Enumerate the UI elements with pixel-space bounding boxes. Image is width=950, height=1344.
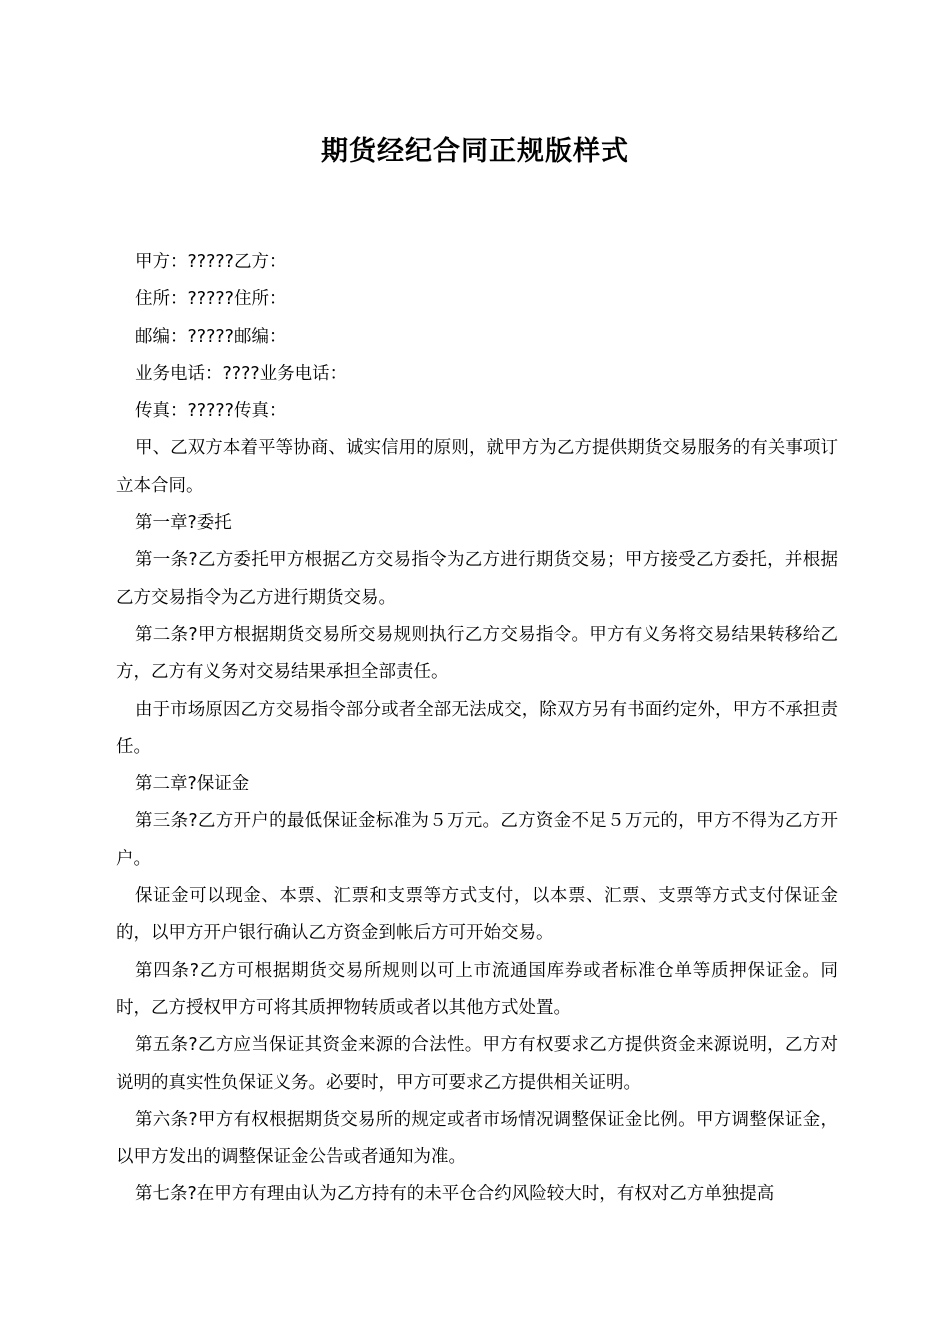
article-paragraph: 第一条?乙方委托甲方根据乙方交易指令为乙方进行期货交易；甲方接受乙方委托，并根据乙方交易指令为乙方进行期货交易。 [116, 550, 838, 608]
article-paragraph: 第七条?在甲方有理由认为乙方持有的未平仓合约风险较大时，有权对乙方单独提高 [135, 1184, 775, 1205]
document-title: 期货经纪合同正规版样式 [321, 136, 629, 167]
party-a-b-line: 甲方：?????乙方： [135, 252, 287, 272]
chapter-heading: 第二章?保证金 [135, 774, 250, 795]
clause-paragraph: 保证金可以现金、本票、汇票和支票等方式支付，以本票、汇票、支票等方式支付保证金的，以甲方开户银行确认乙方资金到帐后方可开始交易。 [116, 886, 838, 944]
postcode-line: 邮编：?????邮编： [135, 326, 287, 347]
article-paragraph: 第四条?乙方可根据期货交易所规则以可上市流通国库券或者标准仓单等质押保证金。同时，乙方授权甲方可将其质押物转质或者以其他方式处置。 [116, 960, 838, 1018]
article-paragraph: 第五条?乙方应当保证其资金来源的合法性。甲方有权要求乙方提供资金来源说明，乙方对说明的真实性负保证义务。必要时，甲方可要求乙方提供相关证明。 [116, 1035, 838, 1093]
article-paragraph: 第三条?乙方开户的最低保证金标准为５万元。乙方资金不足５万元的，甲方不得为乙方开户。 [116, 811, 838, 869]
document-body [116, 244, 838, 1214]
fax-line: 传真：?????传真： [135, 401, 287, 422]
clause-paragraph: 由于市场原因乙方交易指令部分或者全部无法成交，除双方另有书面约定外，甲方不承担责任。 [116, 699, 838, 757]
article-paragraph: 第二条?甲方根据期货交易所交易规则执行乙方交易指令。甲方有义务将交易结果转移给乙方，乙方有义务对交易结果承担全部责任。 [116, 624, 838, 683]
address-line: 住所：?????住所： [135, 289, 287, 310]
preamble-paragraph: 甲、乙双方本着平等协商、诚实信用的原则，就甲方为乙方提供期货交易服务的有关事项订立本合同。 [116, 438, 838, 496]
article-paragraph: 第六条?甲方有权根据期货交易所的规定或者市场情况调整保证金比例。甲方调整保证金，以甲方发出的调整保证金公告或者通知为准。 [116, 1109, 838, 1168]
phone-line: 业务电话：????业务电话： [135, 363, 348, 384]
chapter-heading: 第一章?委托 [135, 513, 232, 534]
